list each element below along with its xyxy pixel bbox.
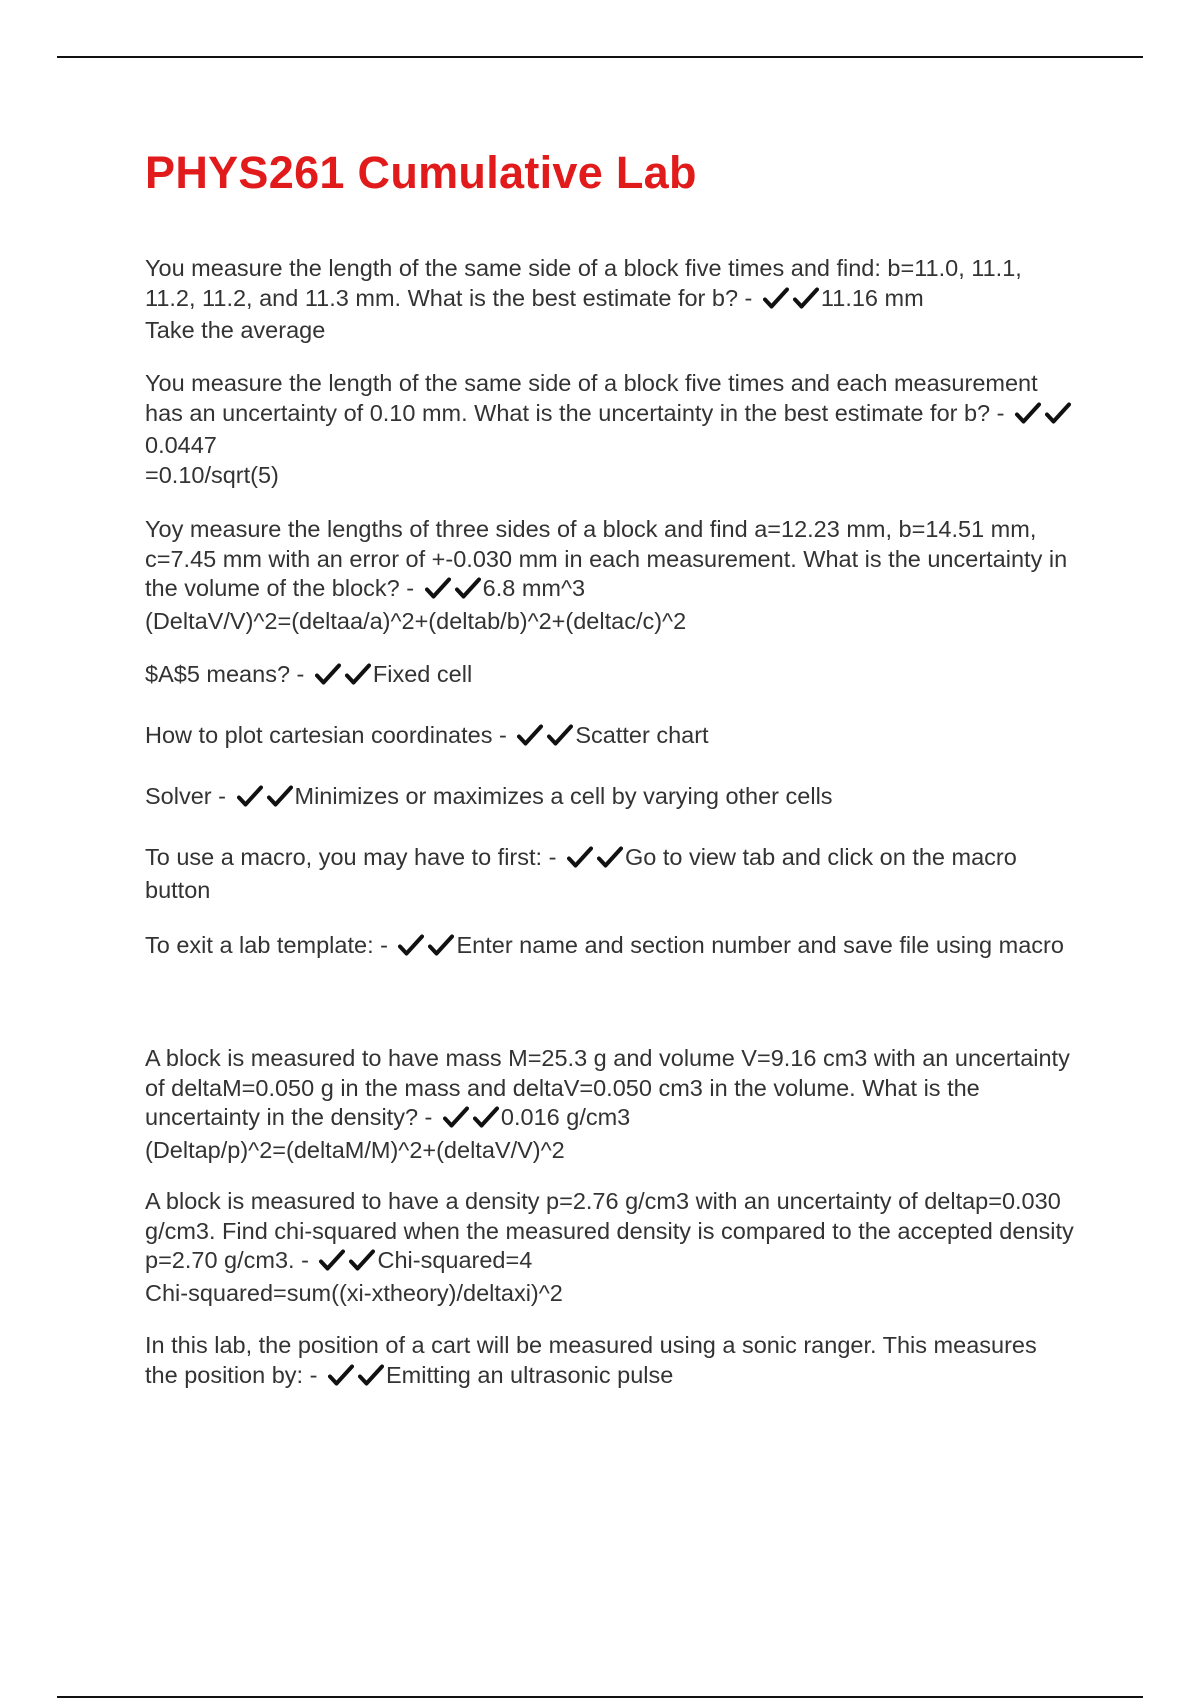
answer-text: 6.8 mm^3 — [482, 575, 586, 601]
qa-text — [145, 843, 1075, 905]
double-check-icon — [398, 934, 454, 964]
check-icon — [763, 287, 789, 309]
top-rule — [57, 56, 1143, 58]
question-text: A block is measured to have a density p=2.76 g/cm3 with an uncertainty of deltap=0.030 g/cm3. Find chi-squared when the measured density is compared to the accepted density p=2.70 g/cm3. - — [145, 1188, 1074, 1273]
question-text: Yoy measure the lengths of three sides of a block and find a=12.23 mm, b=14.51 mm, c=7.45 mm with an error of +-0.030 mm in each measurement. What is the uncertainty in the volume of the block? - — [145, 516, 1068, 601]
qa-item — [145, 931, 1075, 964]
check-icon — [1045, 402, 1071, 424]
answer-text: 0.0447 — [145, 432, 217, 458]
answer-note: Chi-squared=sum((xi-xtheory)/deltaxi)^2 — [145, 1279, 563, 1306]
qa-text — [145, 254, 1075, 346]
double-check-icon — [443, 1106, 499, 1136]
double-check-icon — [237, 785, 293, 815]
check-icon — [443, 1106, 469, 1128]
qa-text — [145, 515, 1075, 636]
question-text: To use a macro, you may have to first: - — [145, 844, 557, 870]
qa-text — [145, 782, 1075, 815]
question-text: $A$5 means? - — [145, 661, 305, 687]
check-icon — [345, 663, 371, 685]
answer-text: Enter name and section number and save file using macro — [456, 932, 1064, 958]
qa-item — [145, 1187, 1075, 1308]
qa-item — [145, 843, 1075, 905]
qa-text — [145, 660, 1075, 693]
qa-text — [145, 721, 1075, 754]
answer-note: =0.10/sqrt(5) — [145, 461, 279, 488]
qa-text — [145, 369, 1075, 490]
qa-text — [145, 1331, 1075, 1393]
check-icon — [517, 724, 543, 746]
check-icon — [793, 287, 819, 309]
check-icon — [315, 663, 341, 685]
qa-text — [145, 1044, 1075, 1165]
answer-text: Fixed cell — [372, 661, 473, 687]
double-check-icon — [763, 287, 819, 317]
page-title: PHYS261 Cumulative Lab — [145, 147, 697, 198]
answer-text: 0.016 g/cm3 — [500, 1104, 631, 1130]
check-icon — [358, 1364, 384, 1386]
answer-note: (Deltap/p)^2=(deltaM/M)^2+(deltaV/V)^2 — [145, 1136, 565, 1163]
check-icon — [428, 934, 454, 956]
check-icon — [597, 846, 623, 868]
check-icon — [328, 1364, 354, 1386]
answer-note: (DeltaV/V)^2=(deltaa/a)^2+(deltab/b)^2+(deltac/c)^2 — [145, 607, 687, 634]
check-icon — [567, 846, 593, 868]
check-icon — [267, 785, 293, 807]
double-check-icon — [517, 724, 573, 754]
check-icon — [547, 724, 573, 746]
qa-item — [145, 254, 1075, 346]
double-check-icon — [567, 846, 623, 876]
check-icon — [319, 1249, 345, 1271]
question-text: You measure the length of the same side of a block five times and each measurement has an uncertainty of 0.10 mm. What is the uncertainty in the best estimate for b? - — [145, 370, 1038, 426]
double-check-icon — [319, 1249, 375, 1279]
answer-text: Go to view tab and click on the macro button — [145, 844, 1017, 903]
qa-item — [145, 660, 1075, 693]
question-text: In this lab, the position of a cart will be measured using a sonic ranger. This measures the position by: - — [145, 1332, 1037, 1388]
question-text: Solver - — [145, 783, 226, 809]
answer-text: 11.16 mm — [820, 284, 924, 311]
check-icon — [398, 934, 424, 956]
answer-text: Emitting an ultrasonic pulse — [385, 1361, 674, 1388]
question-text: How to plot cartesian coordinates - — [145, 722, 507, 748]
check-icon — [237, 785, 263, 807]
question-text: You measure the length of the same side of a block five times and find: b=11.0, 11.1, 11.2, 11.2, and 11.3 mm. What is the best estimate for b? - — [145, 255, 1022, 311]
check-icon — [425, 577, 451, 599]
qa-text — [145, 1187, 1075, 1308]
qa-text — [145, 931, 1075, 964]
bottom-rule — [57, 1696, 1143, 1698]
double-check-icon — [1015, 402, 1071, 432]
qa-item — [145, 369, 1075, 490]
answer-note: Take the average — [145, 317, 326, 343]
qa-item — [145, 1044, 1075, 1165]
answer-text: Minimizes or maximizes a cell by varying other cells — [294, 783, 833, 809]
question-text: To exit a lab template: - — [145, 932, 388, 958]
double-check-icon — [328, 1364, 384, 1394]
qa-item — [145, 1331, 1075, 1393]
answer-text: Scatter chart — [575, 722, 709, 748]
qa-item — [145, 721, 1075, 754]
qa-item — [145, 515, 1075, 636]
check-icon — [349, 1249, 375, 1271]
double-check-icon — [315, 663, 371, 693]
question-text: A block is measured to have mass M=25.3 g and volume V=9.16 cm3 with an uncertainty of deltaM=0.050 g in the mass and deltaV=0.050 cm3 in the volume. What is the uncertainty in the density? - — [145, 1045, 1070, 1130]
check-icon — [455, 577, 481, 599]
check-icon — [473, 1106, 499, 1128]
answer-text: Chi-squared=4 — [377, 1247, 533, 1273]
qa-item — [145, 782, 1075, 815]
check-icon — [1015, 402, 1041, 424]
double-check-icon — [425, 577, 481, 607]
